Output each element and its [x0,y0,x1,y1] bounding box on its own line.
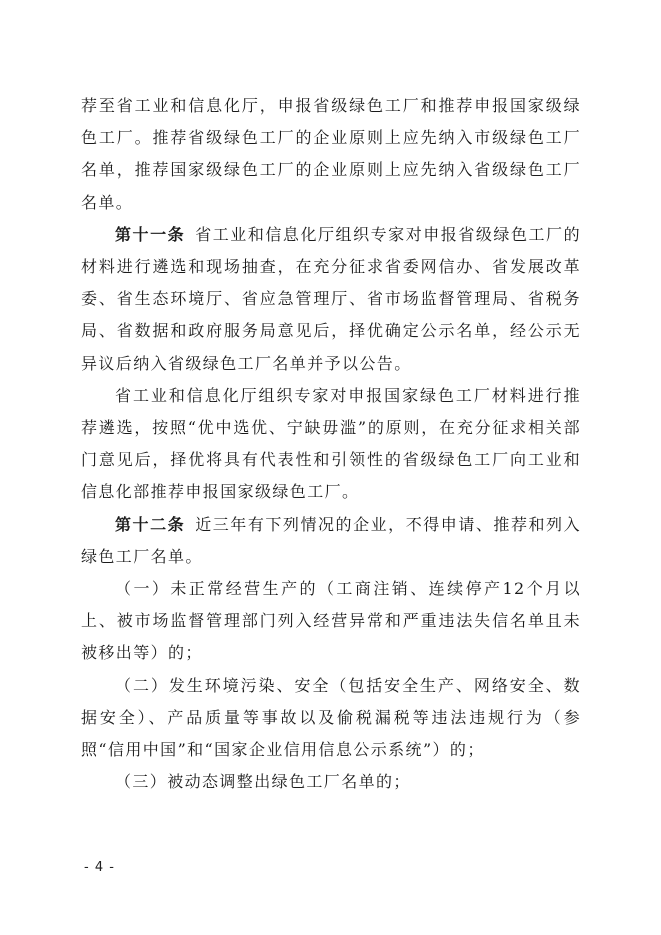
document-body [81,90,581,798]
list-item-2 [81,670,581,767]
paragraph-text: 省工业和信息化厅组织专家对申报国家绿色工厂材料进行推荐遴选，按照“优中选优、宁缺毋滥”的原则，在充分征求相关部门意见后，择优将具有代表性和引领性的省级绿色工厂向工业和信息化部推荐申报国家级绿色工厂。 [81,385,581,502]
article-11-paragraph [81,219,581,380]
page-number: - 4 - [84,860,115,875]
paragraph-continuation [81,90,581,219]
paragraph-text: （三）被动态调整出绿色工厂名单的； [115,772,411,792]
paragraph-text: 省工业和信息化厅组织专家对申报省级绿色工厂的材料进行遴选和现场抽查，在充分征求省委网信办、省发展改革委、省生态环境厅、省应急管理厅、省市场监督管理局、省税务局、省数据和政府服务局意见后，择优确定公示名单，经公示无异议后纳入省级绿色工厂名单并予以公告。 [81,224,581,373]
paragraph-text: 荐至省工业和信息化厅，申报省级绿色工厂和推荐申报国家级绿色工厂。推荐省级绿色工厂的企业原则上应先纳入市级绿色工厂名单，推荐国家级绿色工厂的企业原则上应先纳入省级绿色工厂名单。 [81,96,581,212]
article-12-paragraph [81,509,581,573]
paragraph-text: （二）发生环境污染、安全（包括安全生产、网络安全、数据安全）、产品质量等事故以及偷税漏税等违法违规行为（参照“信用中国”和“国家企业信用信息公示系统”）的； [81,675,581,760]
list-item-3 [81,766,581,798]
paragraph-text: （一）未正常经营生产的（工商注销、连续停产12个月以上、被市场监督管理部门列入经营异常和严重违法失信名单且未被移出等）的； [81,579,581,663]
article-12-heading: 第十二条 [115,514,186,534]
paragraph-text: 近三年有下列情况的企业，不得申请、推荐和列入绿色工厂名单。 [81,514,581,566]
list-item-1 [81,573,581,670]
article-11-heading: 第十一条 [115,224,186,244]
article-11-second-paragraph [81,380,581,509]
